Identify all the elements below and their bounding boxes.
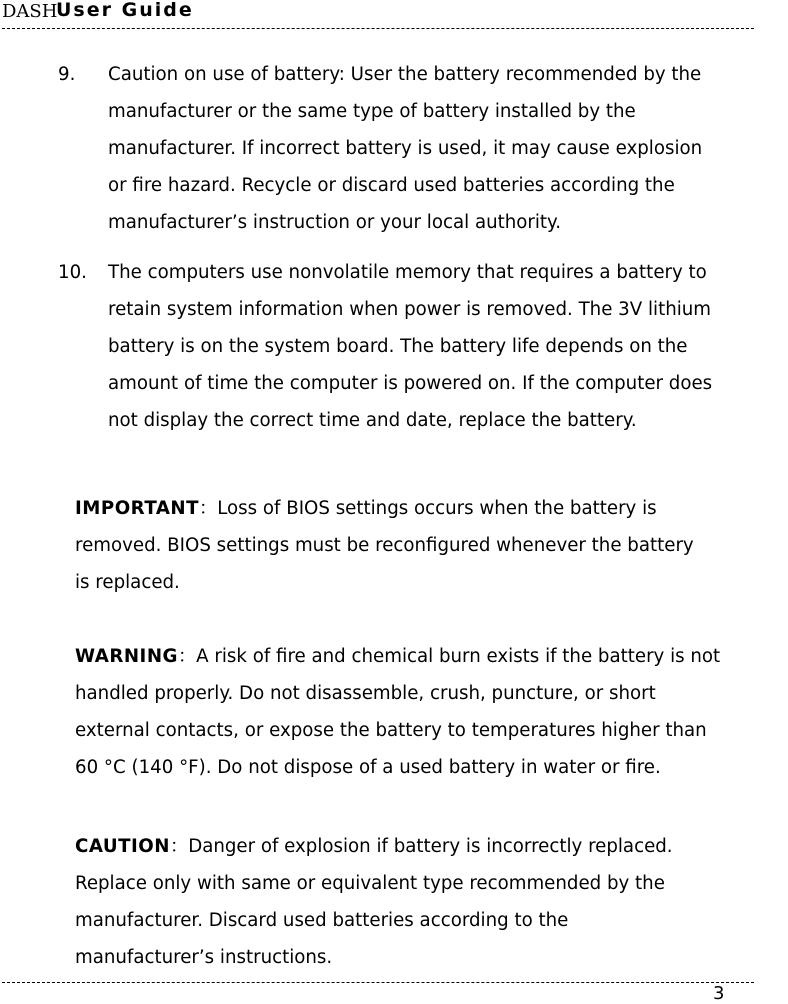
item-number: 10. <box>58 262 87 283</box>
item-text <box>108 56 788 241</box>
text-line: Replace only with same or equivalent type recommended by the <box>75 873 665 894</box>
note-label: CAUTION <box>75 836 170 857</box>
note-text: ：Loss of BIOS settings occurs when the battery is <box>199 498 657 519</box>
document-title: User Guide <box>56 0 194 21</box>
text-line: handled properly. Do not disassemble, crush, puncture, or short <box>75 683 656 704</box>
text-line: manufacturer or the same type of battery installed by the <box>108 101 636 122</box>
text-line: amount of time the computer is powered on. If the computer does <box>108 373 713 394</box>
brand-name: DASH <box>2 1 58 22</box>
text-line: Caution on use of battery: User the battery recommended by the <box>108 64 702 85</box>
note-first-line <box>75 490 788 527</box>
note-first-line <box>75 828 788 865</box>
text-line: 60 °C (140 °F). Do not dispose of a used battery in water or fire. <box>75 757 661 778</box>
note-label: IMPORTANT <box>75 498 200 519</box>
item-number: 9. <box>58 64 76 85</box>
footer-divider <box>2 982 754 983</box>
note-text: ：Danger of explosion if battery is incorrectly replaced. <box>170 836 673 857</box>
text-line: manufacturer. Discard used batteries according to the <box>75 910 569 931</box>
text-line: manufacturer. If incorrect battery is used, it may cause explosion <box>108 138 703 159</box>
text-line: manufacturer’s instructions. <box>75 947 333 968</box>
text-line: or fire hazard. Recycle or discard used batteries according the <box>108 175 675 196</box>
text-line: external contacts, or expose the battery to temperatures higher than <box>75 720 707 741</box>
page-number: 3 <box>713 983 725 1004</box>
caution-note <box>75 828 788 976</box>
warning-note <box>75 638 788 786</box>
item-text <box>108 254 788 439</box>
page-header <box>2 0 754 29</box>
text-line: not display the correct time and date, replace the battery. <box>108 410 637 431</box>
text-line: retain system information when power is removed. The 3V lithium <box>108 299 712 320</box>
text-line: is replaced. <box>75 572 180 593</box>
text-line: The computers use nonvolatile memory that requires a battery to <box>108 262 707 283</box>
text-line: manufacturer’s instruction or your local authority. <box>108 212 562 233</box>
text-line: removed. BIOS settings must be reconfigured whenever the battery <box>75 535 694 556</box>
text-line: battery is on the system board. The battery life depends on the <box>108 336 688 357</box>
note-label: WARNING <box>75 646 178 667</box>
important-note <box>75 490 788 601</box>
note-first-line <box>75 638 788 675</box>
note-text: ：A risk of fire and chemical burn exists if the battery is not <box>177 646 721 667</box>
